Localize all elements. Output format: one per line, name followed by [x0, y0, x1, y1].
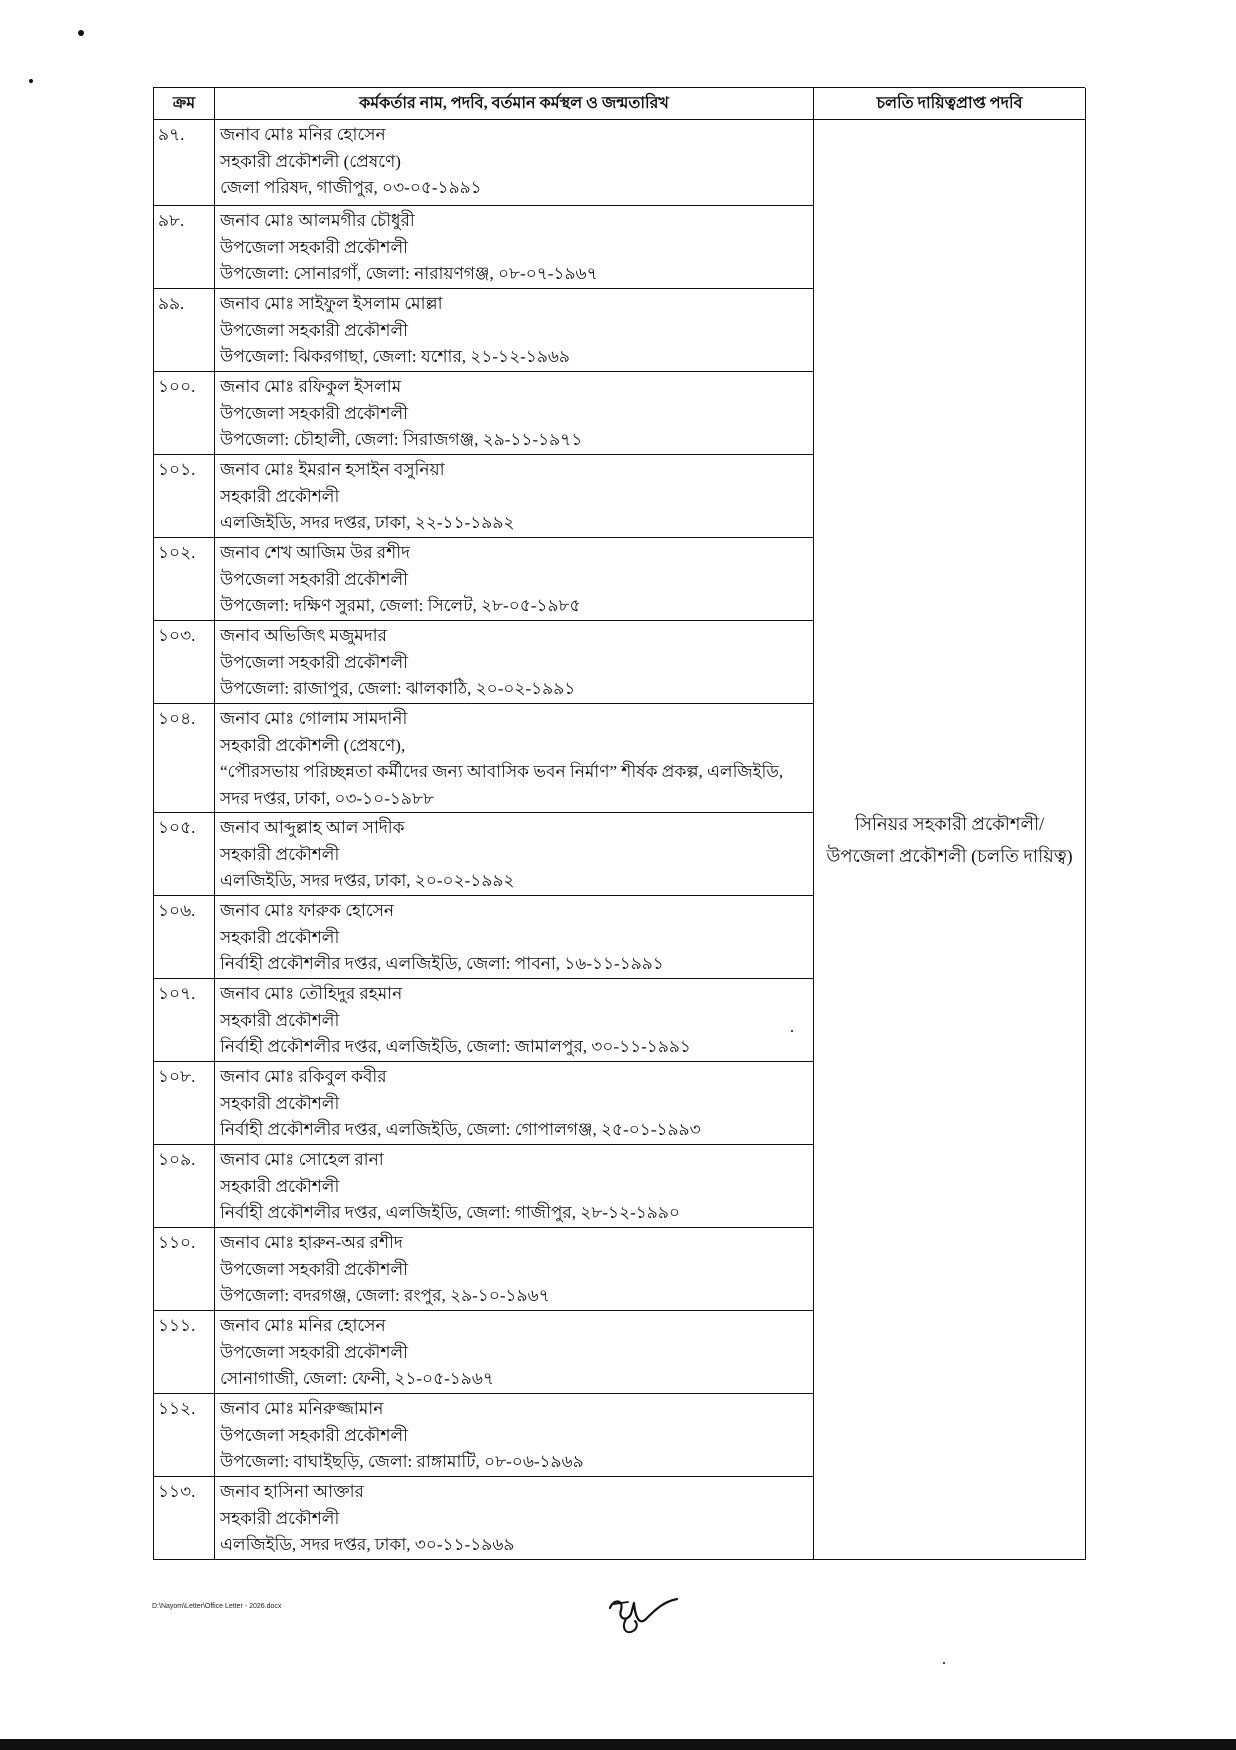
officer-location-dob: নির্বাহী প্রকৌশলীর দপ্তর, এলজিইডি, জেলা: গোপালগঞ্জ, ২৫-০১-১৯৯৩	[220, 1120, 701, 1139]
officer-details-cell	[215, 896, 814, 979]
officer-post: উপজেলা সহকারী প্রকৌশলী	[220, 1259, 408, 1279]
officer-details-cell	[215, 289, 814, 372]
officer-details-cell	[215, 455, 814, 538]
serial-number: ১০০.	[158, 377, 196, 396]
serial-cell	[154, 206, 215, 289]
officer-details-cell	[215, 1145, 814, 1228]
officer-details-cell	[215, 372, 814, 455]
officer-name: জনাব মোঃ রকিবুল কবীর	[220, 1067, 387, 1086]
serial-number: ১১১.	[158, 1316, 196, 1335]
scan-speck	[78, 30, 84, 36]
officer-details-cell	[215, 813, 814, 896]
officer-post: সহকারী প্রকৌশলী	[220, 1093, 340, 1113]
officer-location-dob: এলজিইডি, সদর দপ্তর, ঢাকা, ৩০-১১-১৯৬৯	[220, 1535, 515, 1554]
serial-cell	[154, 896, 215, 979]
scan-bottom-edge	[0, 1739, 1236, 1750]
officer-post: সহকারী প্রকৌশলী	[220, 1176, 340, 1196]
officer-details-cell	[215, 1062, 814, 1145]
footer-file-path: D:\Nayom\Letter\Office Letter - 2026.docx	[152, 1603, 282, 1610]
officer-name: জনাব শেখ আজিম উর রশীদ	[220, 543, 411, 562]
officer-details-cell	[215, 621, 814, 704]
officer-post: সহকারী প্রকৌশলী	[220, 927, 340, 947]
officer-details-cell	[215, 206, 814, 289]
header-serial: ক্রম	[154, 88, 215, 120]
officer-location-dob: উপজেলা: বাঘাইছড়ি, জেলা: রাঙ্গামাটি, ০৮-০৬-১৯৬৯	[220, 1452, 584, 1471]
header-officer-details: কর্মকর্তার নাম, পদবি, বর্তমান কর্মস্থল ও জন্মতারিখ	[215, 88, 814, 120]
serial-number: ১০৩.	[158, 626, 196, 645]
officer-name: জনাব হাসিনা আক্তার	[220, 1482, 364, 1501]
serial-cell	[154, 1145, 215, 1228]
officer-post: উপজেলা সহকারী প্রকৌশলী	[220, 569, 408, 589]
current-designation-cell	[814, 120, 1086, 1560]
officer-name: জনাব মোঃ হারুন-অর রশীদ	[220, 1233, 403, 1252]
officer-name: জনাব মোঃ আলমগীর চৌধুরী	[220, 211, 415, 230]
serial-number: ১১৩.	[158, 1482, 196, 1501]
designation-line-2: উপজেলা প্রকৌশলী (চলতি দায়িত্ব)	[826, 845, 1073, 866]
header-current-designation: চলতি দায়িত্বপ্রাপ্ত পদবি	[814, 88, 1086, 120]
officer-post: সহকারী প্রকৌশলী	[220, 844, 340, 864]
designation-line-1: সিনিয়র সহকারী প্রকৌশলী/	[854, 813, 1045, 834]
serial-number: ৯৮.	[158, 211, 185, 230]
officer-post: সহকারী প্রকৌশলী	[220, 1010, 340, 1030]
serial-number: ১০৫.	[158, 818, 196, 837]
officer-location-dob: এলজিইডি, সদর দপ্তর, ঢাকা, ২০-০২-১৯৯২	[220, 871, 515, 890]
officer-project: “পৌরসভায় পরিচ্ছন্নতা কর্মীদের জন্য আবাসিক ভবন নির্মাণ” শীর্ষক প্রকল্প, এলজিইডি,	[220, 762, 784, 781]
officer-post: সহকারী প্রকৌশলী	[220, 486, 340, 506]
officer-location-dob: উপজেলা: রাজাপুর, জেলা: ঝালকাঠি, ২০-০২-১৯৯১	[220, 679, 576, 698]
serial-cell	[154, 120, 215, 206]
officer-post: উপজেলা সহকারী প্রকৌশলী	[220, 1425, 408, 1445]
officer-name: জনাব আব্দুল্লাহ আল সাদীক	[220, 818, 405, 837]
serial-cell	[154, 289, 215, 372]
officer-location-dob: উপজেলা: সোনারগাঁ, জেলা: নারায়ণগঞ্জ, ০৮-০৭-১৯৬৭	[220, 264, 598, 283]
officer-location-dob: নির্বাহী প্রকৌশলীর দপ্তর, এলজিইডি, জেলা: পাবনা, ১৬-১১-১৯৯১	[220, 954, 664, 973]
officer-name: জনাব মোঃ ফারুক হোসেন	[220, 901, 395, 920]
officer-list-table	[153, 87, 1085, 1560]
serial-cell	[154, 1228, 215, 1311]
serial-number: ১০৮.	[158, 1067, 196, 1086]
serial-cell	[154, 372, 215, 455]
serial-number: ৯৯.	[158, 294, 185, 313]
officer-post: সহকারী প্রকৌশলী (প্রেষণে),	[220, 735, 406, 755]
officer-post: উপজেলা সহকারী প্রকৌশলী	[220, 652, 408, 672]
serial-cell	[154, 704, 215, 813]
officer-details-cell	[215, 704, 814, 813]
officer-location-dob: নির্বাহী প্রকৌশলীর দপ্তর, এলজিইডি, জেলা: গাজীপুর, ২৮-১২-১৯৯০	[220, 1203, 680, 1222]
officer-location-dob: উপজেলা: বদরগঞ্জ, জেলা: রংপুর, ২৯-১০-১৯৬৭	[220, 1286, 550, 1305]
officer-post: সহকারী প্রকৌশলী	[220, 1508, 340, 1528]
officer-details-cell	[215, 538, 814, 621]
serial-cell	[154, 538, 215, 621]
serial-number: ১০৯.	[158, 1150, 196, 1169]
officer-location-dob: নির্বাহী প্রকৌশলীর দপ্তর, এলজিইডি, জেলা: জামালপুর, ৩০-১১-১৯৯১	[220, 1037, 691, 1056]
officer-details-cell	[215, 1394, 814, 1477]
officer-details-cell	[215, 979, 814, 1062]
officer-location-dob: সোনাগাজী, জেলা: ফেনী, ২১-০৫-১৯৬৭	[220, 1369, 494, 1388]
serial-number: ১০১.	[158, 460, 196, 479]
serial-cell	[154, 1311, 215, 1394]
officer-post: উপজেলা সহকারী প্রকৌশলী	[220, 237, 408, 257]
officer-post: উপজেলা সহকারী প্রকৌশলী	[220, 320, 408, 340]
officer-location-dob: উপজেলা: দক্ষিণ সুরমা, জেলা: সিলেট, ২৮-০৫-১৯৮৫	[220, 596, 581, 615]
serial-cell	[154, 1394, 215, 1477]
serial-cell	[154, 621, 215, 704]
serial-number: ১০৭.	[158, 984, 196, 1003]
serial-number: ৯৭.	[158, 125, 185, 144]
serial-cell	[154, 813, 215, 896]
serial-number: ১১০.	[158, 1233, 196, 1252]
scan-speck	[29, 79, 33, 83]
officer-name: জনাব মোঃ মনির হোসেন	[220, 125, 386, 144]
officer-name: জনাব মোঃ গোলাম সামদানী	[220, 709, 408, 728]
serial-number: ১০৬.	[158, 901, 196, 920]
officer-name: জনাব মোঃ তৌহিদুর রহমান	[220, 984, 403, 1003]
officer-name: জনাব মোঃ ইমরান হসাইন বসুনিয়া	[220, 460, 445, 479]
serial-cell	[154, 455, 215, 538]
officer-location-dob: উপজেলা: ঝিকরগাছা, জেলা: যশোর, ২১-১২-১৯৬৯	[220, 347, 570, 366]
serial-cell	[154, 979, 215, 1062]
scan-speck	[943, 1662, 945, 1664]
officer-details-cell	[215, 120, 814, 206]
officer-post: উপজেলা সহকারী প্রকৌশলী	[220, 403, 408, 423]
serial-cell	[154, 1062, 215, 1145]
officer-name: জনাব মোঃ মনির হোসেন	[220, 1316, 386, 1335]
officer-name: জনাব মোঃ রফিকুল ইসলাম	[220, 377, 402, 396]
officer-details-cell	[215, 1228, 814, 1311]
officer-details-cell	[215, 1311, 814, 1394]
officer-name: জনাব মোঃ মনিরুজ্জামান	[220, 1399, 384, 1418]
officer-name: জনাব মোঃ সাইফুল ইসলাম মোল্লা	[220, 294, 443, 313]
serial-number: ১০৪.	[158, 709, 196, 728]
officer-location-dob: উপজেলা: চৌহালী, জেলা: সিরাজগঞ্জ, ২৯-১১-১৯৭১	[220, 430, 583, 449]
officer-location-dob: সদর দপ্তর, ঢাকা, ০৩-১০-১৯৮৮	[220, 788, 435, 808]
serial-number: ১০২.	[158, 543, 196, 562]
serial-cell	[154, 1477, 215, 1560]
officer-post: উপজেলা সহকারী প্রকৌশলী	[220, 1342, 408, 1362]
signature	[602, 1586, 680, 1638]
serial-number: ১১২.	[158, 1399, 196, 1418]
officer-name: জনাব অভিজিৎ মজুমদার	[220, 626, 387, 645]
officer-location-dob: জেলা পরিষদ, গাজীপুর, ০৩-০৫-১৯৯১	[220, 178, 482, 197]
officer-post: সহকারী প্রকৌশলী (প্রেষণে)	[220, 151, 401, 171]
officer-location-dob: এলজিইডি, সদর দপ্তর, ঢাকা, ২২-১১-১৯৯২	[220, 513, 515, 532]
officer-details-cell	[215, 1477, 814, 1560]
officer-name: জনাব মোঃ সোহেল রানা	[220, 1150, 384, 1169]
